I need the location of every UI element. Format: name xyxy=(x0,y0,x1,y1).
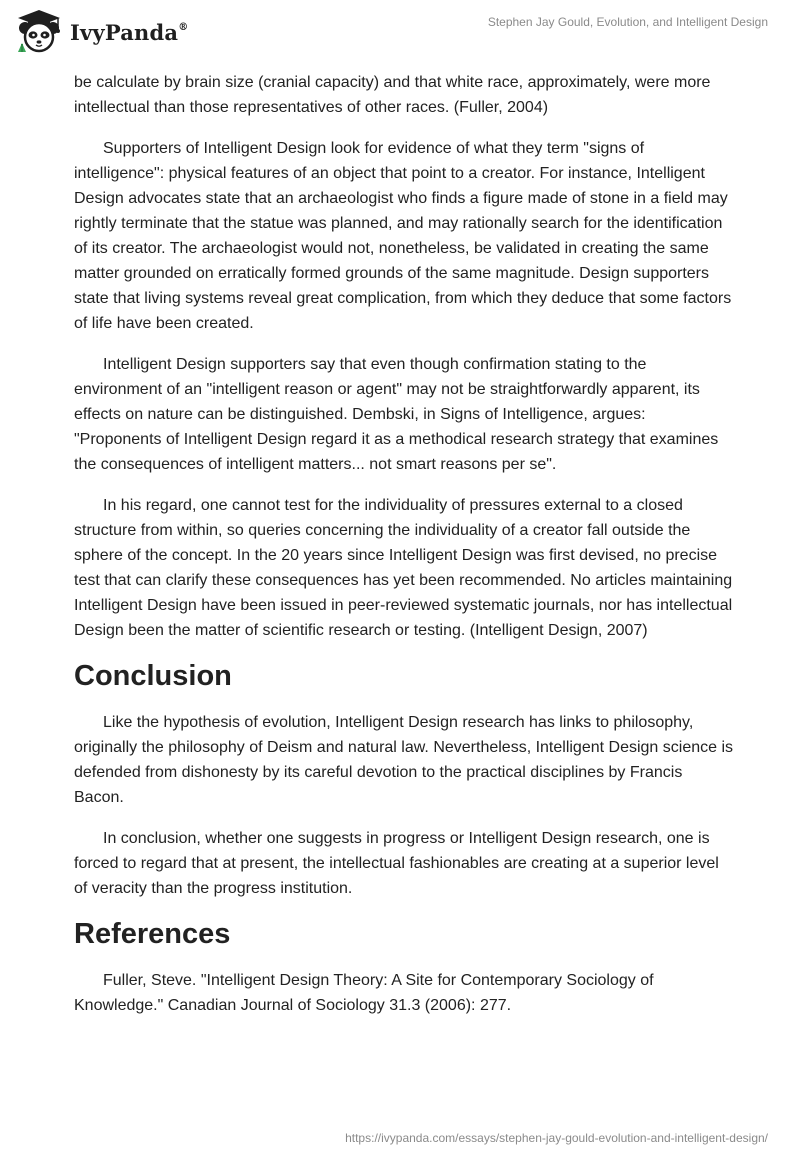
conclusion-heading: Conclusion xyxy=(74,660,232,692)
document-title: Stephen Jay Gould, Evolution, and Intelligent Design xyxy=(487,15,768,29)
conclusion-paragraph-1: Like the hypothesis of evolution, Intelligent Design research has links to philosophy, originally the philosophy of Deism and natural law. Nevertheless, Intelligent Design science is defended from dishonesty by its careful devotion to the practical disciplines by Francis Bacon. xyxy=(74,714,734,806)
reference-item: Fuller, Steve. "Intelligent Design Theory: A Site for Contemporary Sociology of Knowledge." Canadian Journal of Sociology 31.3 (2006): 277. xyxy=(74,972,654,1014)
essay-content xyxy=(74,70,734,1034)
paragraph-dembski: Intelligent Design supporters say that even though confirmation stating to the environment of an "intelligent reason or agent" may not be straightforwardly apparent, its effects on nature can be distinguished. Dembski, in Signs of Intelligence, argues: "Proponents of Intelligent Design regard it as a methodical research strategy that examines the consequences of intelligent matters... not smart reasons per se". xyxy=(74,356,719,473)
panda-graduate-icon xyxy=(14,8,64,54)
brand-name: IvyPanda® xyxy=(70,19,189,45)
conclusion-paragraph-2: In conclusion, whether one suggests in progress or Intelligent Design research, one is forced to regard that at present, the intellectual fashionables are creating at a superior level of veracity than the progress institution. xyxy=(74,830,719,897)
source-url[interactable]: https://ivypanda.com/essays/stephen-jay-gould-evolution-and-intelligent-design/ xyxy=(345,1131,768,1145)
paragraph-testing: In his regard, one cannot test for the individuality of pressures external to a closed structure from within, so queries concerning the individuality of a creator fall outside the sphere of the concept. In the 20 years since Intelligent Design was first devised, no precise test that can clarify these consequences has yet been recommended. No articles maintaining Intelligent Design have been issued in peer-reviewed systematic journals, nor has intellectual Design been the matter of scientific research or testing. (Intelligent Design, 2007) xyxy=(74,497,733,639)
page-header xyxy=(0,0,800,62)
paragraph-signs-of-intelligence: Supporters of Intelligent Design look for evidence of what they term "signs of intelligence": physical features of an object that point to a creator. For instance, Intelligent Design advocates state that an archaeologist who finds a figure made of stone in a field may rightly terminate that the statue was planned, and may rationally search for the identification of its creator. The archaeologist would not, nonetheless, be validated in creating the same matter grounded on erratically formed grounds of the same magnitude. Design supporters state that living systems reveal great complication, from which they deduce that some factors of life have been created. xyxy=(74,140,732,332)
paragraph-continued: be calculate by brain size (cranial capacity) and that white race, approximately, were more intellectual than those representatives of other races. (Fuller, 2004) xyxy=(74,74,711,116)
references-heading: References xyxy=(74,918,231,950)
ivypanda-logo[interactable] xyxy=(14,8,188,54)
registered-mark: ® xyxy=(178,21,189,33)
